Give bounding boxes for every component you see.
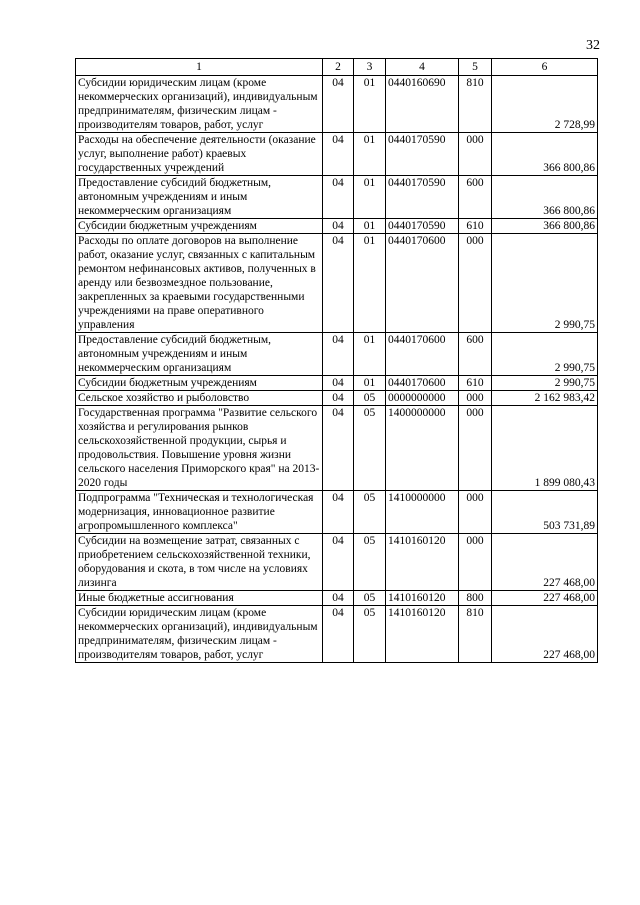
header-cell: 1 xyxy=(76,59,323,76)
item-name: Предоставление субсидий бюджетным, автономным учреждениям и иным некоммерческим организациям xyxy=(76,176,323,219)
amount-cell: 2 990,75 xyxy=(492,333,598,376)
subsection-code: 01 xyxy=(354,333,386,376)
table-row xyxy=(76,133,598,176)
section-code: 04 xyxy=(323,591,354,606)
expense-type-code: 000 xyxy=(459,133,492,176)
header-cell: 3 xyxy=(354,59,386,76)
amount-cell: 1 899 080,43 xyxy=(492,406,598,491)
table-row xyxy=(76,591,598,606)
expense-type-code: 000 xyxy=(459,391,492,406)
table-row xyxy=(76,376,598,391)
section-code: 04 xyxy=(323,176,354,219)
item-name: Расходы на обеспечение деятельности (оказание услуг, выполнение работ) краевых государственных учреждений xyxy=(76,133,323,176)
section-code: 04 xyxy=(323,491,354,534)
target-article-code: 0440170590 xyxy=(386,219,459,234)
section-code: 04 xyxy=(323,133,354,176)
item-name: Субсидии на возмещение затрат, связанных с приобретением сельскохозяйственной техники, оборудования и скота, в том числе на условиях лизинга xyxy=(76,534,323,591)
expense-type-code: 610 xyxy=(459,376,492,391)
subsection-code: 01 xyxy=(354,176,386,219)
expense-type-code: 000 xyxy=(459,491,492,534)
section-code: 04 xyxy=(323,391,354,406)
header-cell: 5 xyxy=(459,59,492,76)
amount-cell: 2 990,75 xyxy=(492,376,598,391)
amount-cell: 227 468,00 xyxy=(492,534,598,591)
item-name: Субсидии бюджетным учреждениям xyxy=(76,376,323,391)
target-article-code: 1410160120 xyxy=(386,606,459,663)
table-row xyxy=(76,534,598,591)
target-article-code: 1410160120 xyxy=(386,591,459,606)
target-article-code: 0000000000 xyxy=(386,391,459,406)
expense-type-code: 600 xyxy=(459,176,492,219)
item-name: Иные бюджетные ассигнования xyxy=(76,591,323,606)
item-name: Субсидии юридическим лицам (кроме некоммерческих организаций), индивидуальным предпринимателям, физическим лицам - производителям товаров, работ, услуг xyxy=(76,76,323,133)
amount-cell: 2 728,99 xyxy=(492,76,598,133)
subsection-code: 01 xyxy=(354,133,386,176)
table-header-row xyxy=(76,59,598,76)
budget-table xyxy=(75,58,598,663)
amount-cell: 366 800,86 xyxy=(492,176,598,219)
table-row xyxy=(76,406,598,491)
target-article-code: 0440170600 xyxy=(386,333,459,376)
item-name: Субсидии бюджетным учреждениям xyxy=(76,219,323,234)
subsection-code: 05 xyxy=(354,534,386,591)
subsection-code: 05 xyxy=(354,606,386,663)
target-article-code: 0440170590 xyxy=(386,176,459,219)
amount-cell: 2 162 983,42 xyxy=(492,391,598,406)
section-code: 04 xyxy=(323,406,354,491)
table-row xyxy=(76,491,598,534)
amount-cell: 227 468,00 xyxy=(492,591,598,606)
amount-cell: 2 990,75 xyxy=(492,234,598,333)
target-article-code: 0440170600 xyxy=(386,234,459,333)
expense-type-code: 000 xyxy=(459,406,492,491)
subsection-code: 05 xyxy=(354,406,386,491)
table-row xyxy=(76,219,598,234)
item-name: Сельское хозяйство и рыболовство xyxy=(76,391,323,406)
item-name: Предоставление субсидий бюджетным, автономным учреждениям и иным некоммерческим организациям xyxy=(76,333,323,376)
table-row xyxy=(76,234,598,333)
amount-cell: 227 468,00 xyxy=(492,606,598,663)
target-article-code: 1400000000 xyxy=(386,406,459,491)
target-article-code: 0440170590 xyxy=(386,133,459,176)
section-code: 04 xyxy=(323,606,354,663)
header-cell: 2 xyxy=(323,59,354,76)
target-article-code: 0440160690 xyxy=(386,76,459,133)
subsection-code: 01 xyxy=(354,76,386,133)
subsection-code: 05 xyxy=(354,591,386,606)
expense-type-code: 610 xyxy=(459,219,492,234)
section-code: 04 xyxy=(323,534,354,591)
header-cell: 4 xyxy=(386,59,459,76)
amount-cell: 366 800,86 xyxy=(492,219,598,234)
target-article-code: 1410160120 xyxy=(386,534,459,591)
header-cell: 6 xyxy=(492,59,598,76)
subsection-code: 01 xyxy=(354,234,386,333)
subsection-code: 05 xyxy=(354,391,386,406)
table-row xyxy=(76,333,598,376)
amount-cell: 366 800,86 xyxy=(492,133,598,176)
item-name: Субсидии юридическим лицам (кроме некоммерческих организаций), индивидуальным предпринимателям, физическим лицам - производителям товаров, работ, услуг xyxy=(76,606,323,663)
subsection-code: 01 xyxy=(354,376,386,391)
item-name: Государственная программа "Развитие сельского хозяйства и регулирования рынков сельскохозяйственной продукции, сырья и продовольствия. Повышение уровня жизни сельского населения Приморского края" на 2013-2020 годы xyxy=(76,406,323,491)
section-code: 04 xyxy=(323,219,354,234)
section-code: 04 xyxy=(323,76,354,133)
section-code: 04 xyxy=(323,333,354,376)
table-row xyxy=(76,76,598,133)
expense-type-code: 810 xyxy=(459,76,492,133)
item-name: Расходы по оплате договоров на выполнение работ, оказание услуг, связанных с капитальным ремонтом нефинансовых активов, полученных в аренду или безвозмездное пользование, закрепленных за краевыми государственными учреждениями на праве оперативного управления xyxy=(76,234,323,333)
section-code: 04 xyxy=(323,234,354,333)
subsection-code: 01 xyxy=(354,219,386,234)
page-number: 32 xyxy=(586,38,600,53)
section-code: 04 xyxy=(323,376,354,391)
expense-type-code: 800 xyxy=(459,591,492,606)
table-row xyxy=(76,391,598,406)
table-row xyxy=(76,176,598,219)
subsection-code: 05 xyxy=(354,491,386,534)
item-name: Подпрограмма "Техническая и технологическая модернизация, инновационное развитие агропромышленного комплекса" xyxy=(76,491,323,534)
amount-cell: 503 731,89 xyxy=(492,491,598,534)
table-row xyxy=(76,606,598,663)
expense-type-code: 810 xyxy=(459,606,492,663)
target-article-code: 1410000000 xyxy=(386,491,459,534)
target-article-code: 0440170600 xyxy=(386,376,459,391)
expense-type-code: 600 xyxy=(459,333,492,376)
expense-type-code: 000 xyxy=(459,234,492,333)
expense-type-code: 000 xyxy=(459,534,492,591)
